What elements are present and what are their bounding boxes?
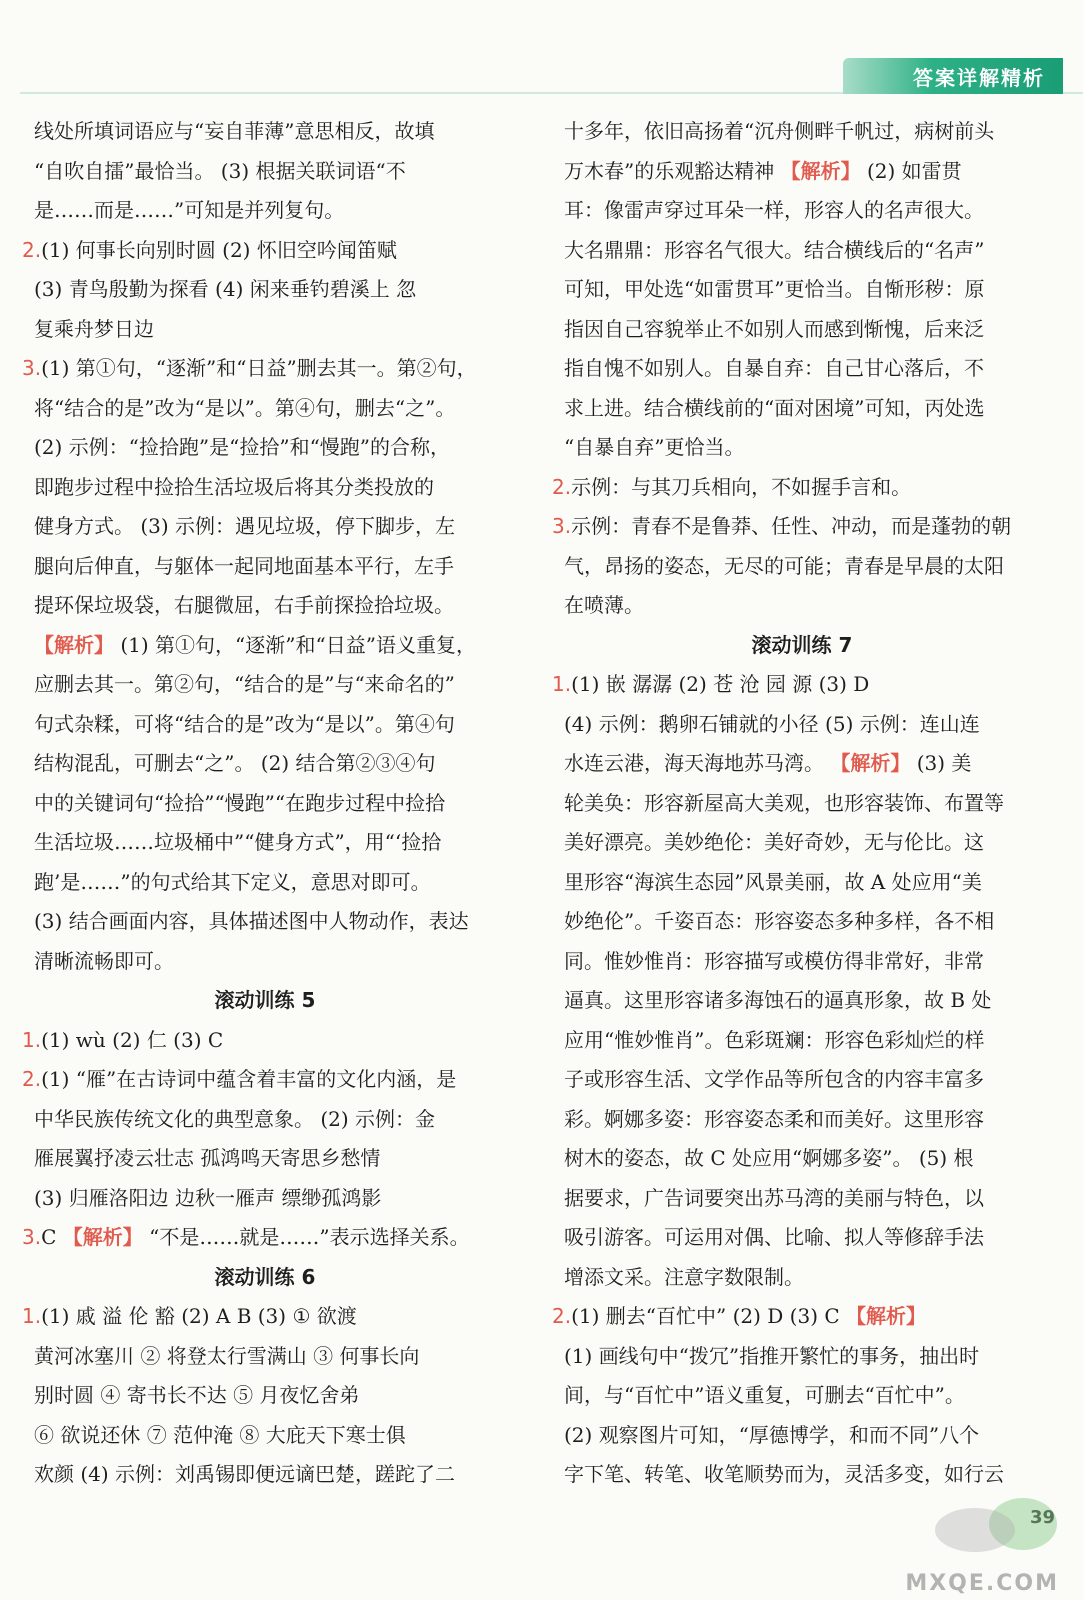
answer-text: 求上进。结合横线前的“面对困境”可知，丙处选 <box>564 395 985 420</box>
answer-text: 示例：与其刀兵相向，不如握手言和。 <box>571 474 912 499</box>
question-number: 3. <box>22 356 42 380</box>
answer-line <box>22 389 508 429</box>
analysis-tag: 【解析】 <box>62 1225 143 1249</box>
answer-text: 应删去其一。第②句，“结合的是”与“来命名的” <box>34 672 455 696</box>
answer-text: 即跑步过程中捡拾生活垃圾后将其分类投放的 <box>34 474 434 499</box>
answer-line <box>22 428 508 468</box>
answer-text: “自暴自弃”更恰当。 <box>564 435 745 459</box>
analysis-tag: 【解析】 <box>846 1304 927 1328</box>
answer-line <box>22 784 508 824</box>
answer-text: 复乘舟梦日边 <box>34 316 154 341</box>
answer-line <box>22 823 508 863</box>
question-number: 3. <box>22 1225 42 1249</box>
answer-text: 腿向后伸直，与躯体一起同地面基本平行，左手 <box>34 553 454 578</box>
answer-line <box>22 665 508 705</box>
answer-line <box>22 270 508 310</box>
answer-text: 提环保垃圾袋，右腿微屈，右手前探捡拾垃圾。 <box>34 593 454 617</box>
answer-line <box>552 389 1052 429</box>
watermark-logo-icon <box>905 1480 1065 1580</box>
answer-line <box>22 191 508 231</box>
answer-line <box>552 1021 1052 1061</box>
answer-line <box>552 428 1052 468</box>
answer-line <box>552 1416 1052 1456</box>
answer-line <box>22 1337 508 1377</box>
answer-text: (3) 美 <box>910 751 972 775</box>
answer-text: 线处所填词语应与“妄自菲薄”意思相反，故填 <box>34 119 435 143</box>
answer-text: 彩。婀娜多姿：形容姿态柔和而美好。这里形容 <box>564 1106 984 1131</box>
right-column <box>552 112 1052 1495</box>
question-number: 1. <box>22 1304 42 1328</box>
answer-text: 间，与“百忙中”语义重复，可删去“百忙中”。 <box>564 1383 965 1407</box>
answer-text: 健身方式。 (3) 示例：遇见垃圾，停下脚步，左 <box>34 514 456 538</box>
answer-text: (1) “雁”在古诗词中蕴含着丰富的文化内涵，是 <box>41 1067 457 1091</box>
answer-text: 指因自己容貌举止不如别人而感到惭愧，后来泛 <box>564 316 984 341</box>
answer-text: 字下笔、转笔、收笔顺势而为，灵活多变，如行云 <box>564 1462 1004 1486</box>
answer-text: 在喷薄。 <box>564 593 644 617</box>
answer-line <box>552 1139 1052 1179</box>
answer-text: 逼真。这里形容诸多海蚀石的逼真形象，故 B 处 <box>564 988 992 1012</box>
answer-text: 示例：青春不是鲁莽、任性、冲动，而是蓬勃的朝 <box>571 514 1012 538</box>
answer-line <box>552 152 1052 192</box>
answer-line <box>22 626 508 666</box>
answer-text: 中华民族传统文化的典型意象。 (2) 示例：金 <box>34 1106 436 1131</box>
answer-line <box>552 270 1052 310</box>
answer-line <box>552 784 1052 824</box>
answer-line <box>22 547 508 587</box>
answer-text: 欢颜 (4) 示例：刘禹锡即便远谪巴楚，蹉跎了二 <box>34 1462 456 1486</box>
answer-line <box>552 902 1052 942</box>
answer-text: 句式杂糅，可将“结合的是”改为“是以”。第④句 <box>34 711 455 736</box>
answer-text: “不是……就是……”表示选择关系。 <box>142 1225 470 1249</box>
answer-text: (1) 何事长向别时圆 (2) 怀旧空吟闻笛赋 <box>41 237 397 262</box>
answer-text: 增添文采。注意字数限制。 <box>564 1264 804 1289</box>
answer-text: 水连云港，海天海地苏马湾。 <box>564 751 831 775</box>
answer-line <box>22 112 508 152</box>
answer-text: (4) 示例：鹅卵石铺就的小径 (5) 示例：连山连 <box>564 711 980 736</box>
answer-text: (1) 画线句中“拨冗”指推开繁忙的事务，抽出时 <box>564 1343 980 1368</box>
answer-text: (2) 示例：“捡拾跑”是“捡拾”和“慢跑”的合称， <box>34 435 451 459</box>
analysis-tag: 【解析】 <box>780 158 861 183</box>
answer-line <box>552 823 1052 863</box>
answer-text: 据要求，广告词要突出苏马湾的美丽与特色，以 <box>564 1185 984 1210</box>
watermark-text: MXQE.COM <box>905 1571 1059 1596</box>
answer-line <box>552 586 1052 626</box>
section-heading: 滚动训练 5 <box>214 988 316 1012</box>
answer-line <box>552 112 1052 152</box>
answer-line <box>552 1179 1052 1219</box>
answer-line <box>22 1376 508 1416</box>
answer-line <box>22 310 508 350</box>
answer-line <box>22 942 508 982</box>
answer-text: 黄河冰塞川 ② 将登太行雪满山 ③ 何事长向 <box>34 1343 420 1368</box>
answer-text: (1) 戚 溢 伦 豁 (2) A B (3) ① 欲渡 <box>41 1304 357 1328</box>
answer-line <box>22 1179 508 1219</box>
answer-line <box>22 1100 508 1140</box>
answer-line <box>22 468 508 508</box>
answer-text: 树木的姿态，故 C 处应用“婀娜多姿”。 (5) 根 <box>564 1146 974 1170</box>
analysis-tag: 【解析】 <box>830 751 911 775</box>
answer-line <box>552 1337 1052 1377</box>
answer-text: 结构混乱，可删去“之”。 (2) 结合第②③④句 <box>34 751 436 775</box>
answer-line <box>22 1455 508 1495</box>
answer-text: 耳：像雷声穿过耳朵一样，形容人的名声很大。 <box>564 198 984 222</box>
analysis-tag: 【解析】 <box>34 632 114 657</box>
answer-text: 美好漂亮。美妙绝伦：美好奇妙，无与伦比。这 <box>564 830 984 854</box>
answer-line <box>22 507 508 547</box>
answer-line <box>552 1060 1052 1100</box>
answer-text: 中的关键词句“捡拾”“慢跑”“在跑步过程中捡拾 <box>34 790 446 815</box>
answer-text: (3) 青鸟殷勤为探看 (4) 闲来垂钓碧溪上 忽 <box>34 277 417 301</box>
answer-line <box>552 1100 1052 1140</box>
answer-text: 吸引游客。可运用对偶、比喻、拟人等修辞手法 <box>564 1225 984 1249</box>
answer-text: 十多年，依旧高扬着“沉舟侧畔千帆过，病树前头 <box>564 119 995 143</box>
answer-line <box>22 863 508 903</box>
left-column <box>22 112 508 1495</box>
answer-line <box>552 191 1052 231</box>
answer-text: 跑’是……”的句式给其下定义，意思对即可。 <box>34 869 431 894</box>
answer-line <box>552 744 1052 784</box>
answer-line <box>22 1416 508 1456</box>
answer-line <box>22 744 508 784</box>
answer-line <box>22 1021 508 1061</box>
answer-line <box>22 1297 508 1337</box>
section-heading: 滚动训练 6 <box>214 1264 316 1289</box>
answer-text: (3) 归雁洛阳边 边秋一雁声 缥缈孤鸿影 <box>34 1185 382 1210</box>
answer-line <box>552 863 1052 903</box>
answer-line <box>552 705 1052 745</box>
answer-text: 里形容“海滨生态园”风景美丽，故 A 处应用“美 <box>564 869 982 894</box>
answer-line <box>552 310 1052 350</box>
answer-text: 雁展翼抒凌云壮志 孤鸿鸣天寄思乡愁情 <box>34 1146 381 1170</box>
answer-line <box>552 1297 1052 1337</box>
question-number: 2. <box>552 474 572 499</box>
answer-text: (1) 第①句，“逐渐”和“日益”删去其一。第②句， <box>41 356 477 380</box>
answer-line <box>552 942 1052 982</box>
answer-text: 轮美奂：形容新屋高大美观，也形容装饰、布置等 <box>564 790 1004 815</box>
answer-text: (1) wù (2) 仁 (3) C <box>41 1027 224 1052</box>
answer-line <box>552 547 1052 587</box>
answer-text: (3) 结合画面内容，具体描述图中人物动作，表达 <box>34 909 469 933</box>
answer-line <box>552 1218 1052 1258</box>
answer-line <box>22 1218 508 1258</box>
answer-text: (1) 删去“百忙中” (2) D (3) C <box>571 1304 847 1328</box>
answer-line <box>552 507 1052 547</box>
answer-text: C <box>41 1225 63 1249</box>
question-number: 2. <box>22 237 42 262</box>
question-number: 1. <box>22 1027 42 1052</box>
answer-text: 同。惟妙惟肖：形容描写或模仿得非常好，非常 <box>564 948 984 973</box>
answer-text: 可知，甲处选“如雷贯耳”更恰当。自惭形秽：原 <box>564 277 985 301</box>
answer-text: (2) 观察图片可知，“厚德博学，和而不同”八个 <box>564 1422 980 1447</box>
answer-text: 气，昂扬的姿态，无尽的可能；青春是早晨的太阳 <box>564 553 1004 578</box>
answer-text: (2) 如雷贯 <box>860 158 962 183</box>
answer-line <box>552 468 1052 508</box>
answer-text: 生活垃圾……垃圾桶中”“健身方式”，用“‘捡拾 <box>34 830 442 854</box>
section-heading: 滚动训练 7 <box>751 632 853 657</box>
answer-line <box>22 705 508 745</box>
answer-line <box>552 349 1052 389</box>
answer-text: 是……而是……”可知是并列复句。 <box>34 198 345 222</box>
answer-line <box>22 1060 508 1100</box>
answer-text: (1) 第①句，“逐渐”和“日益”语义重复， <box>114 632 476 657</box>
answer-text: 指自愧不如别人。自暴自弃：自己甘心落后，不 <box>564 356 984 380</box>
answer-line <box>552 1376 1052 1416</box>
answer-line <box>22 349 508 389</box>
answer-line <box>22 231 508 271</box>
answer-text: “自吹自擂”最恰当。 (3) 根据关联词语“不 <box>34 158 406 183</box>
question-number: 2. <box>552 1304 572 1328</box>
answer-text: 妙绝伦”。千姿百态：形容姿态多种多样，各不相 <box>564 909 995 933</box>
answer-text: 子或形容生活、文学作品等所包含的内容丰富多 <box>564 1067 984 1091</box>
answer-text: 万木春”的乐观豁达精神 <box>564 158 781 183</box>
question-number: 1. <box>552 672 572 696</box>
answer-text: 清晰流畅即可。 <box>34 948 174 973</box>
answer-line <box>22 902 508 942</box>
answer-line <box>22 1139 508 1179</box>
section-banner: 答案详解精析 <box>843 58 1063 94</box>
answer-line <box>22 152 508 192</box>
answer-line <box>552 231 1052 271</box>
answer-text: 别时圆 ④ 寄书长不达 ⑤ 月夜忆舍弟 <box>34 1383 360 1407</box>
answer-text: 将“结合的是”改为“是以”。第④句，删去“之”。 <box>34 395 456 420</box>
answer-line <box>552 981 1052 1021</box>
answer-line <box>552 1258 1052 1298</box>
answer-line <box>552 665 1052 705</box>
question-number: 3. <box>552 514 572 538</box>
answer-text: ⑥ 欲说还休 ⑦ 范仲淹 ⑧ 大庇天下寒士俱 <box>34 1422 406 1447</box>
answer-line <box>22 586 508 626</box>
answer-text: 应用“惟妙惟肖”。色彩斑斓：形容色彩灿烂的样 <box>564 1027 985 1052</box>
question-number: 2. <box>22 1067 42 1091</box>
answer-text: 大名鼎鼎：形容名气很大。结合横线后的“名声” <box>564 237 985 262</box>
answer-text: (1) 嵌 潺潺 (2) 苍 沧 园 源 (3) D <box>571 672 870 696</box>
